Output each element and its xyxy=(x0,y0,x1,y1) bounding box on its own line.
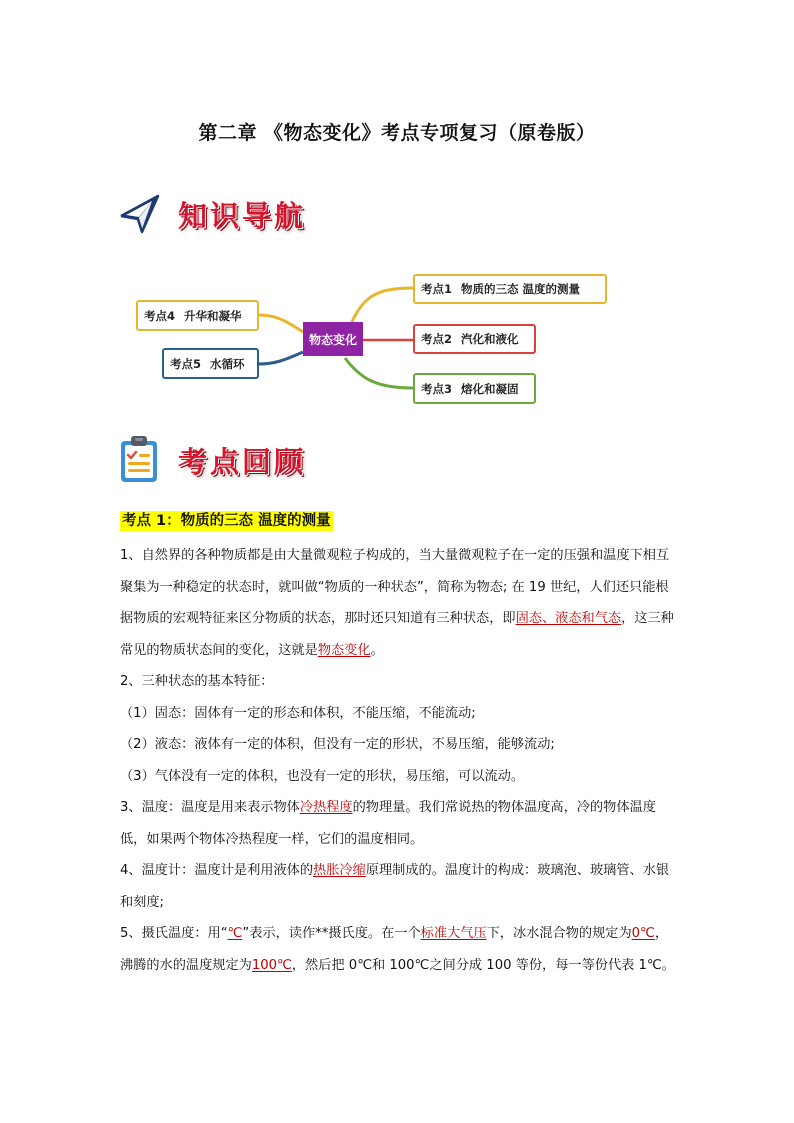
text-run: 1、自然界的各种物质都是由大量微观粒子构成的，当大量微观粒子在一定的压强和温度下相互聚集为一种稳定的状态时，就叫做“物质的一种状态”，简称为物态; 在 19 世纪，人们还只能根据物质的宏观特征来区分物质的状态，那时还只知道有三种状态，即 xyxy=(120,548,670,626)
underlined-term: 热胀冷缩 xyxy=(313,863,366,878)
node-kp5-key: 考点5 xyxy=(170,356,202,371)
mindmap-center-label: 物态变化 xyxy=(308,332,357,347)
underlined-term: 标准大气压 xyxy=(420,926,487,941)
text-run: ，这三种常见的物质状态间的变化，这就是 xyxy=(120,611,674,658)
node-kp1-key: 考点1 xyxy=(421,282,453,296)
text-run: 5、摄氏温度：用“ xyxy=(120,926,228,941)
mindmap-node-kp1 xyxy=(413,274,607,304)
kp1-para-4: （2）液态：液体有一定的体积，但没有一定的形状，不易压缩，能够流动; xyxy=(120,737,555,752)
text-run: 的物理量。我们常说热的物体温度高，冷的物体温度低，如果两个物体冷热程度一样，它们的温度相同。 xyxy=(120,800,656,847)
text-run: 下，冰水混合物的规定为 xyxy=(486,926,632,941)
section-header-review xyxy=(118,434,358,484)
node-kp3-text: 熔化和凝固 xyxy=(461,381,519,396)
section-header-nav xyxy=(118,192,358,242)
node-kp4-key: 考点4 xyxy=(144,308,176,323)
kp1-para-3: （1）固态：固体有一定的形态和体积，不能压缩，不能流动; xyxy=(120,705,476,721)
underlined-term: 0℃ xyxy=(631,926,655,941)
paper-plane-icon xyxy=(118,192,162,236)
mindmap xyxy=(0,260,794,420)
kp1-para-2: 2、三种状态的基本特征： xyxy=(120,674,274,689)
text-run: 4、温度计：温度计是利用液体的 xyxy=(120,863,314,878)
underlined-term: 冷热程度 xyxy=(299,800,353,815)
mindmap-center-node xyxy=(303,322,363,356)
node-kp4-text: 升华和凝华 xyxy=(184,308,242,323)
text-run: ，然后把 0℃和 100℃之间分成 100 等份，每一等份代表 1℃。 xyxy=(291,957,675,973)
node-kp1-text: 物质的三态 温度的测量 xyxy=(461,282,581,296)
kp1-para-7 xyxy=(120,855,678,918)
kp1-para-1 xyxy=(120,540,678,666)
text-run: ”表示，读作**摄氏度。在一个 xyxy=(242,926,421,941)
kp1-body xyxy=(120,540,678,981)
node-kp2-text: 汽化和液化 xyxy=(461,332,519,346)
underlined-term: ℃ xyxy=(227,926,243,941)
kp1-para-5: （3）气体没有一定的体积，也没有一定的形状，易压缩，可以流动。 xyxy=(120,768,525,784)
kp1-title: 考点 1：物质的三态 温度的测量 xyxy=(122,513,331,529)
page-title: 第二章 《物态变化》考点专项复习（原卷版） xyxy=(198,122,596,144)
text-run: 原理制成的。温度计的构成：玻璃泡、玻璃管、水银和刻度; xyxy=(120,863,670,910)
node-kp5-text: 水循环 xyxy=(210,356,245,371)
kp1-para-8 xyxy=(120,918,678,981)
underlined-term: 固态、液态和气态 xyxy=(515,611,622,626)
mindmap-node-kp3 xyxy=(413,373,536,404)
text-run: ，沸腾的水的温度规定为 xyxy=(120,926,669,973)
section-title-review: 考点回顾 xyxy=(178,445,307,479)
text-run: 。 xyxy=(370,642,384,658)
mindmap-node-kp5 xyxy=(162,348,259,379)
mindmap-node-kp2 xyxy=(413,324,536,354)
clipboard-checklist-icon xyxy=(118,434,160,484)
section-title-nav: 知识导航 xyxy=(178,199,307,233)
mindmap-node-kp4 xyxy=(136,300,259,331)
node-kp2-key: 考点2 xyxy=(421,332,453,346)
mindmap-links xyxy=(0,260,794,420)
text-run: 3、温度：温度是用来表示物体 xyxy=(120,800,300,815)
node-kp3-key: 考点3 xyxy=(421,381,453,396)
underlined-term: 物态变化 xyxy=(317,642,371,658)
underlined-term: 100℃ xyxy=(251,957,292,973)
kp1-para-6 xyxy=(120,792,678,855)
